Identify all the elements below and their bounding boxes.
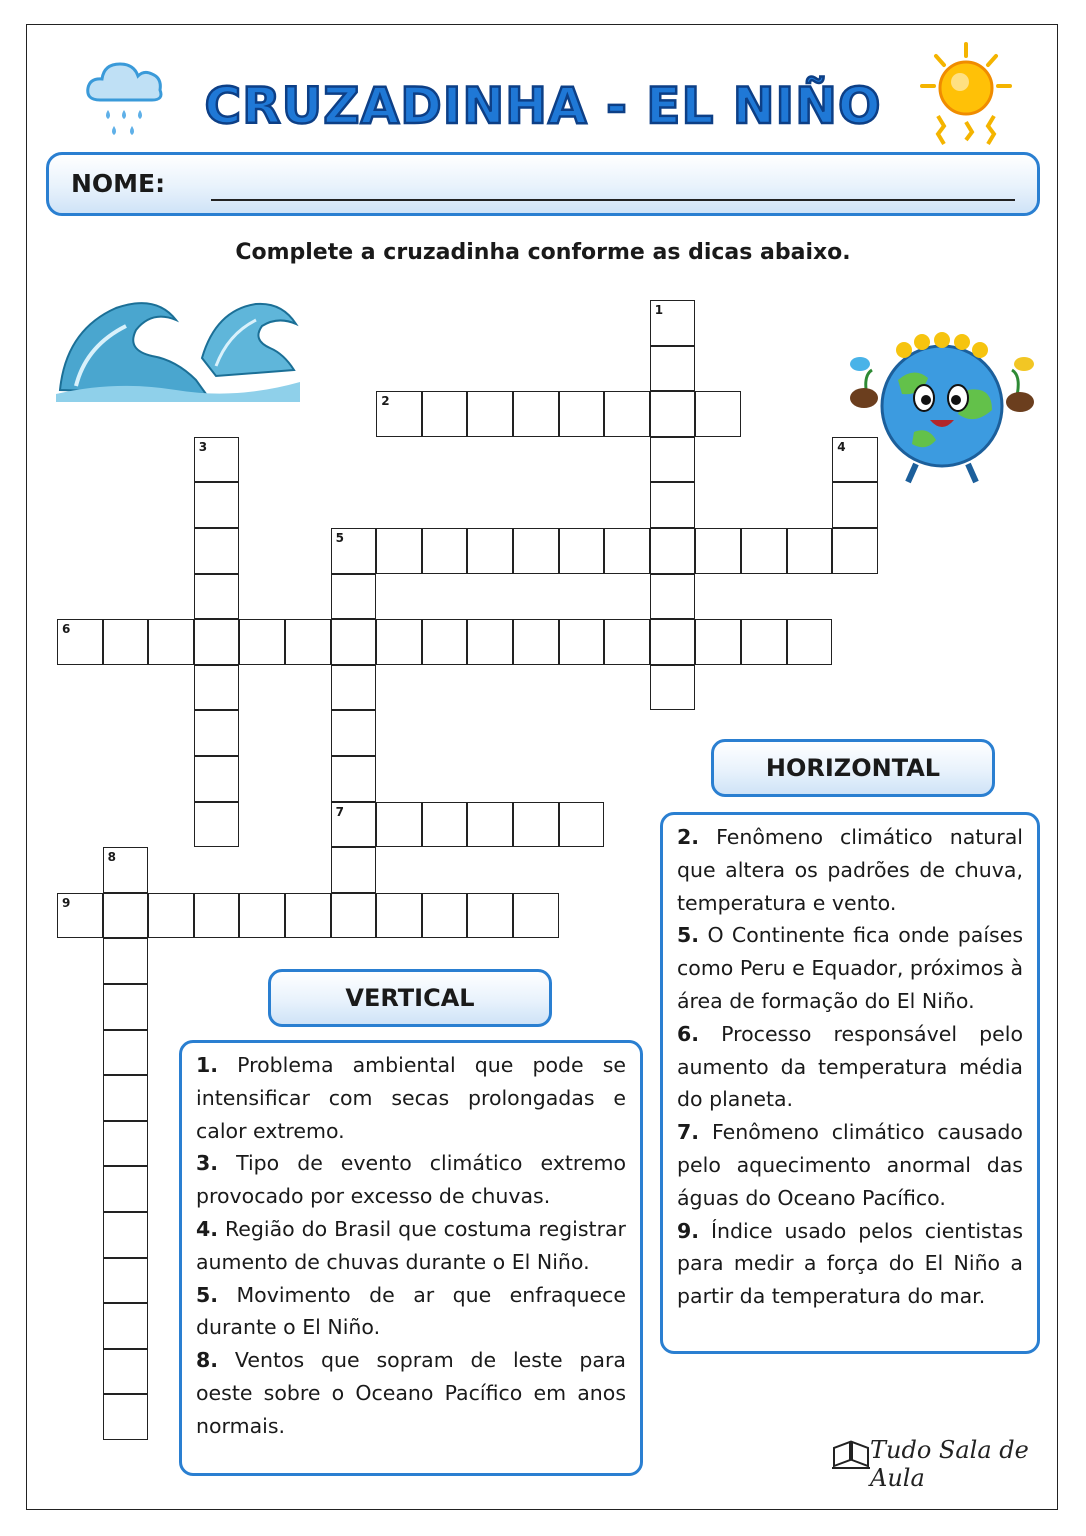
crossword-cell[interactable]: [376, 802, 422, 848]
crossword-cell[interactable]: [832, 437, 878, 483]
crossword-cell[interactable]: [787, 528, 833, 574]
clue-number: 5.: [196, 1282, 219, 1307]
clue-number-label: 1: [654, 303, 664, 317]
crossword-cell[interactable]: [650, 482, 696, 528]
crossword-cell[interactable]: [331, 574, 377, 620]
crossword-cell[interactable]: [376, 528, 422, 574]
crossword-cell[interactable]: [103, 984, 149, 1030]
clue-number: 3.: [196, 1151, 219, 1176]
book-icon: [832, 1438, 870, 1470]
horizontal-heading: HORIZONTAL: [711, 739, 995, 797]
crossword-cell[interactable]: [103, 893, 149, 939]
crossword-cell[interactable]: [57, 893, 103, 939]
crossword-cell[interactable]: [695, 528, 741, 574]
wave-icon: [56, 290, 300, 402]
clue-text: Ventos que sopram de leste para oeste sobre o Oceano Pacífico em anos normais.: [196, 1348, 626, 1438]
clue-number: 9.: [677, 1218, 700, 1243]
crossword-cell[interactable]: [832, 482, 878, 528]
crossword-cell[interactable]: [103, 1121, 149, 1167]
crossword-cell[interactable]: [513, 893, 559, 939]
clue-item: [196, 1049, 626, 1147]
crossword-cell[interactable]: [467, 391, 513, 437]
crossword-cell[interactable]: [103, 1394, 149, 1440]
crossword-cell[interactable]: [604, 528, 650, 574]
crossword-cell[interactable]: [285, 619, 331, 665]
clue-text: Processo responsável pelo aumento da temperatura média do planeta.: [677, 1021, 1023, 1112]
crossword-cell[interactable]: [194, 802, 240, 848]
crossword-cell[interactable]: [559, 391, 605, 437]
clue-text: Problema ambiental que pode se intensificar com secas prolongadas e calor extremo.: [196, 1053, 626, 1143]
crossword-cell[interactable]: [103, 1075, 149, 1121]
clue-item: [677, 1116, 1023, 1214]
crossword-cell[interactable]: [741, 619, 787, 665]
crossword-cell[interactable]: [559, 802, 605, 848]
crossword-cell[interactable]: [695, 391, 741, 437]
clue-text: Fenômeno climático natural que altera os padrões de chuva, temperatura e vento.: [677, 825, 1023, 915]
clue-number: 2.: [677, 825, 700, 849]
crossword-cell[interactable]: [194, 528, 240, 574]
crossword-cell[interactable]: [604, 619, 650, 665]
clue-number-label: 3: [198, 439, 208, 454]
crossword-cell[interactable]: [422, 528, 468, 574]
crossword-cell[interactable]: [103, 619, 149, 665]
crossword-cell[interactable]: [650, 619, 696, 665]
crossword-cell[interactable]: [103, 1166, 149, 1212]
sun-icon: [914, 40, 1018, 150]
signature-text: Tudo Sala de Aula: [870, 1436, 1029, 1492]
crossword-cell[interactable]: [285, 893, 331, 939]
name-label: NOME:: [71, 169, 166, 198]
name-field[interactable]: [46, 152, 1040, 216]
vertical-clues: [179, 1040, 643, 1476]
clue-item: [677, 821, 1023, 919]
clue-number-label: 5: [335, 531, 344, 545]
crossword-cell[interactable]: [331, 619, 377, 665]
crossword-cell[interactable]: [422, 802, 468, 848]
crossword-cell[interactable]: [148, 893, 194, 939]
crossword-cell[interactable]: [467, 802, 513, 848]
crossword-cell[interactable]: [103, 1303, 149, 1349]
crossword-cell[interactable]: [559, 528, 605, 574]
clue-text: Índice usado pelos cientistas para medir a força do El Niño a partir da temperatura do mar.: [677, 1218, 1023, 1309]
clue-text: Fenômeno climático causado pelo aquecimento anormal das águas do Oceano Pacífico.: [677, 1120, 1023, 1210]
instruction-text: Complete a cruzadinha conforme as dicas abaixo.: [235, 240, 851, 265]
crossword-cell[interactable]: [422, 391, 468, 437]
crossword-cell[interactable]: [422, 619, 468, 665]
crossword-cell[interactable]: [148, 619, 194, 665]
crossword-cell[interactable]: [194, 619, 240, 665]
crossword-cell[interactable]: [422, 893, 468, 939]
name-line[interactable]: [211, 199, 1015, 201]
crossword-cell[interactable]: [650, 391, 696, 437]
clue-text: O Continente fica onde países como Peru e Equador, próximos à área de formação do El Niño.: [677, 923, 1023, 1013]
crossword-cell[interactable]: [57, 619, 103, 665]
clue-text: Tipo de evento climático extremo provocado por excesso de chuvas.: [196, 1151, 626, 1209]
crossword-cell[interactable]: [650, 437, 696, 483]
crossword-cell[interactable]: [194, 756, 240, 802]
crossword-cell[interactable]: [103, 1030, 149, 1076]
crossword-cell[interactable]: [103, 1212, 149, 1258]
crossword-cell[interactable]: [650, 528, 696, 574]
crossword-cell[interactable]: [467, 893, 513, 939]
crossword-cell[interactable]: [331, 710, 377, 756]
clue-text: Movimento de ar que enfraquece durante o El Niño.: [196, 1282, 626, 1340]
clue-item: [196, 1279, 626, 1345]
clue-number: 8.: [196, 1348, 219, 1373]
crossword-cell[interactable]: [376, 619, 422, 665]
crossword-cell[interactable]: [331, 893, 377, 939]
crossword-cell[interactable]: [376, 391, 422, 437]
crossword-cell[interactable]: [513, 391, 559, 437]
page-title: CRUZADINHA - EL NIÑO: [204, 77, 882, 135]
crossword-cell[interactable]: [194, 437, 240, 483]
clue-number: 5.: [677, 923, 700, 948]
crossword-cell[interactable]: [559, 619, 605, 665]
crossword-cell[interactable]: [467, 619, 513, 665]
clue-number: 7.: [677, 1120, 700, 1145]
horizontal-clues: [660, 812, 1040, 1354]
clue-number-label: 9: [62, 895, 71, 910]
clue-item: [677, 1018, 1023, 1116]
crossword-cell[interactable]: [695, 619, 741, 665]
clue-number-label: 4: [837, 439, 846, 454]
crossword-cell[interactable]: [787, 619, 833, 665]
crossword-cell[interactable]: [376, 893, 422, 939]
crossword-cell[interactable]: [650, 300, 696, 346]
clue-number-label: 8: [107, 850, 116, 865]
crossword-cell[interactable]: [331, 528, 377, 574]
crossword-cell[interactable]: [103, 1349, 149, 1395]
clue-number-label: 6: [62, 622, 71, 637]
clue-item: [196, 1213, 626, 1279]
clue-item: [196, 1147, 626, 1213]
vertical-heading: VERTICAL: [268, 969, 552, 1027]
crossword-cell[interactable]: [194, 574, 240, 620]
clue-number-label: 2: [381, 394, 390, 409]
crossword-cell[interactable]: [103, 938, 149, 984]
crossword-cell[interactable]: [832, 528, 878, 574]
crossword-cell[interactable]: [467, 528, 513, 574]
crossword-cell[interactable]: [103, 1258, 149, 1304]
crossword-cell[interactable]: [513, 802, 559, 848]
crossword-cell[interactable]: [331, 802, 377, 848]
crossword-cell[interactable]: [513, 619, 559, 665]
crossword-cell[interactable]: [194, 482, 240, 528]
crossword-cell[interactable]: [513, 528, 559, 574]
rain-cloud-icon: [82, 52, 168, 142]
crossword-cell[interactable]: [741, 528, 787, 574]
crossword-cell[interactable]: [194, 710, 240, 756]
crossword-cell[interactable]: [239, 893, 285, 939]
crossword-cell[interactable]: [194, 893, 240, 939]
crossword-cell[interactable]: [331, 847, 377, 893]
crossword-cell[interactable]: [604, 391, 650, 437]
clue-number-label: 7: [335, 804, 344, 819]
crossword-cell[interactable]: [194, 665, 240, 711]
crossword-cell[interactable]: [650, 346, 696, 392]
crossword-cell[interactable]: [650, 574, 696, 620]
clue-number: 1.: [196, 1053, 219, 1077]
crossword-cell[interactable]: [239, 619, 285, 665]
clue-item: [677, 919, 1023, 1017]
crossword-cell[interactable]: [650, 665, 696, 711]
clue-number: 6.: [677, 1021, 700, 1046]
crossword-cell[interactable]: [103, 847, 149, 893]
clue-text: Região do Brasil que costuma registrar aumento de chuvas durante o El Niño.: [196, 1216, 626, 1274]
crossword-cell[interactable]: [331, 665, 377, 711]
signature-logo: [832, 1428, 1036, 1492]
crossword-cell[interactable]: [331, 756, 377, 802]
clue-item: [677, 1215, 1023, 1313]
clue-item: [196, 1344, 626, 1442]
clue-number: 4.: [196, 1216, 219, 1241]
